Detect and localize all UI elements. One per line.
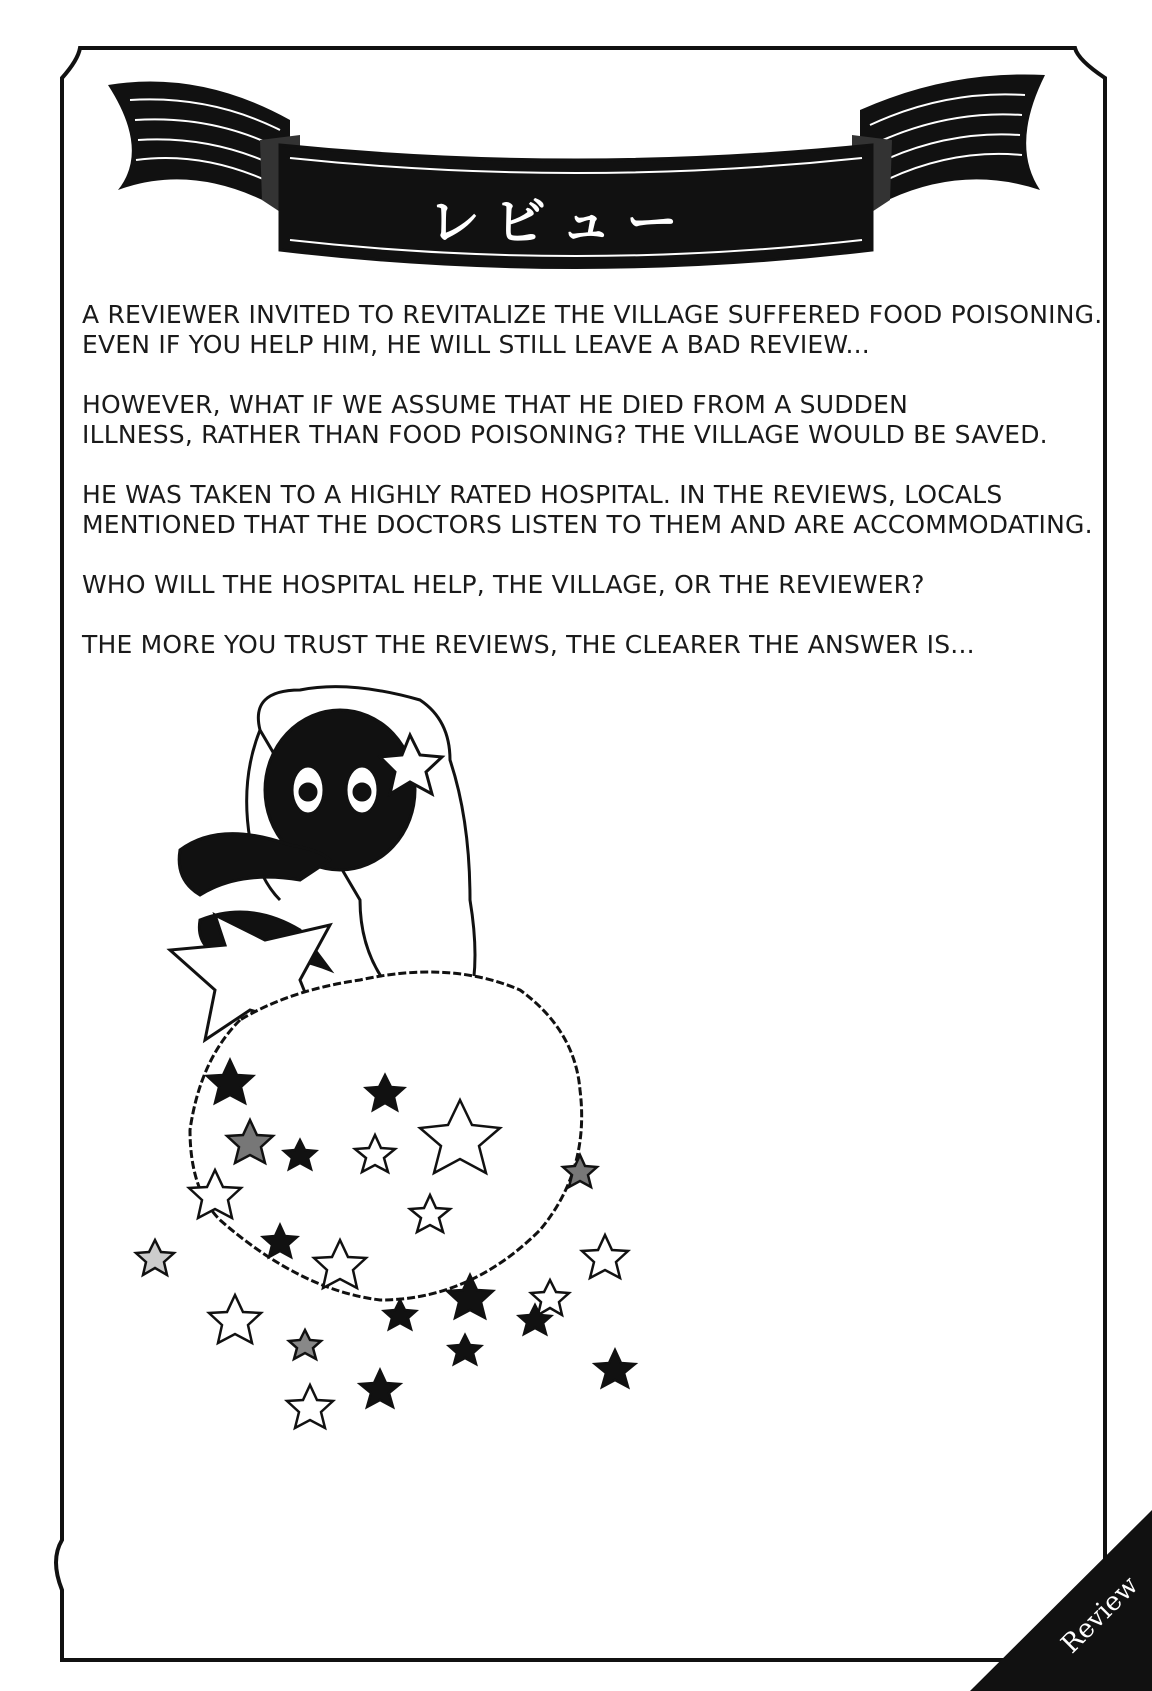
paragraph (82, 570, 1082, 600)
text-line: WHO WILL THE HOSPITAL HELP, THE VILLAGE, OR THE REVIEWER? (82, 570, 925, 599)
text-line: A REVIEWER INVITED TO REVITALIZE THE VILLAGE SUFFERED FOOD POISONING. (82, 300, 1103, 329)
paragraph (82, 480, 1093, 540)
review-text (82, 300, 1103, 690)
paragraph (82, 390, 1082, 450)
paragraph (82, 630, 1082, 660)
corner-label: Review (1055, 1570, 1145, 1660)
paragraph (82, 300, 1103, 360)
character-illustration (170, 687, 582, 1300)
text-line: HE WAS TAKEN TO A HIGHLY RATED HOSPITAL. IN THE REVIEWS, LOCALS (82, 480, 1003, 509)
text-line: HOWEVER, WHAT IF WE ASSUME THAT HE DIED FROM A SUDDEN (82, 390, 909, 419)
text-line: MENTIONED THAT THE DOCTORS LISTEN TO THEM AND ARE ACCOMMODATING. (82, 510, 1093, 539)
text-line: ILLNESS, RATHER THAN FOOD POISONING? THE VILLAGE WOULD BE SAVED. (82, 420, 1048, 449)
text-line: EVEN IF YOU HELP HIM, HE WILL STILL LEAVE A BAD REVIEW... (82, 330, 870, 359)
page-title: レビュー (427, 193, 692, 253)
text-line: THE MORE YOU TRUST THE REVIEWS, THE CLEARER THE ANSWER IS... (82, 630, 975, 659)
